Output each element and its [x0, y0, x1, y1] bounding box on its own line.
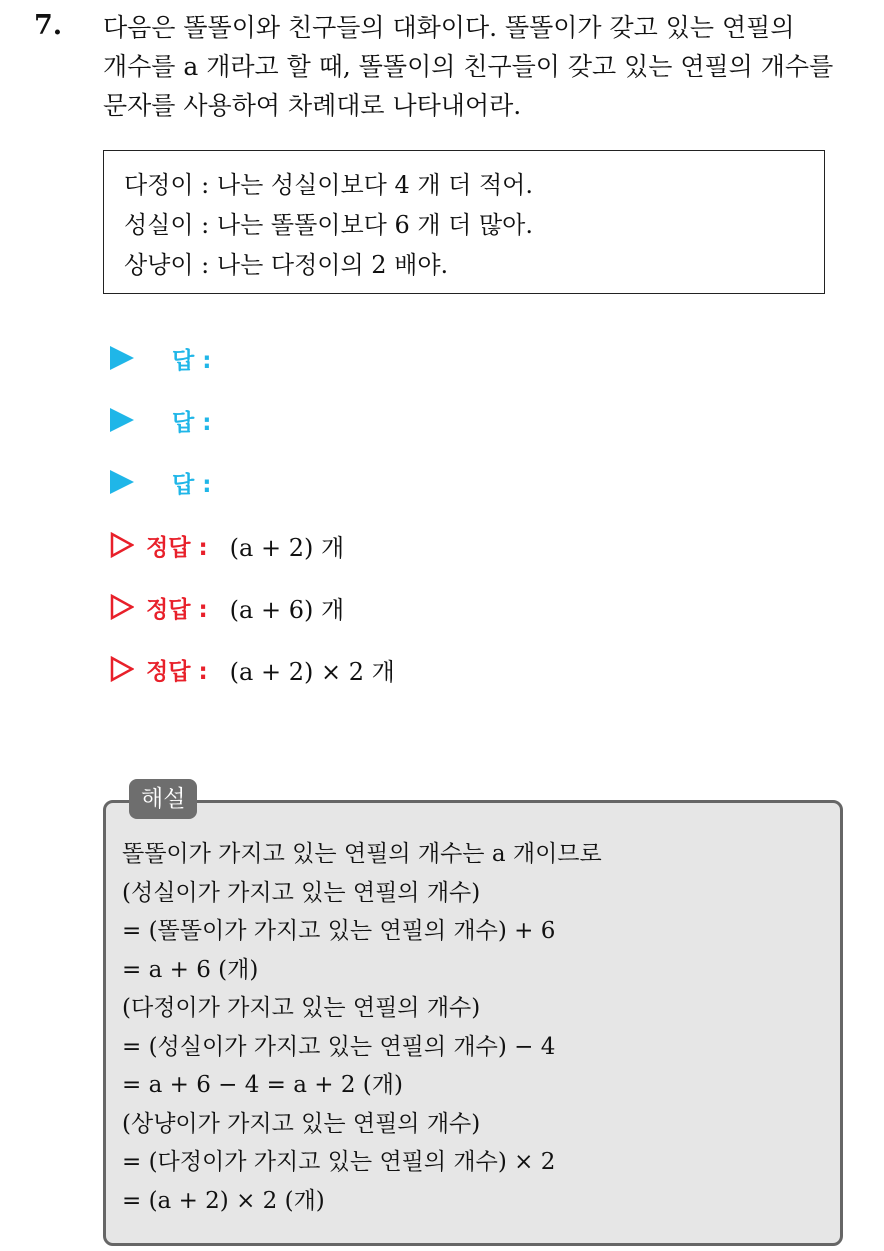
- outline-triangle-icon: [110, 656, 134, 682]
- correct-answer-label: 정답 :: [146, 596, 208, 623]
- explanation-line: = (a + 2) × 2 (개): [122, 1187, 325, 1214]
- explanation-line: = (똘똘이가 가지고 있는 연필의 개수) + 6: [122, 918, 556, 944]
- explanation-line: (성실이가 가지고 있는 연필의 개수): [122, 879, 481, 906]
- explanation-tab: 해설: [129, 779, 197, 819]
- explanation-content: [122, 835, 822, 1220]
- correct-answer-label: 정답 :: [146, 658, 208, 685]
- triangle-bullet-icon: [110, 470, 134, 494]
- explanation-line: = a + 6 − 4 = a + 2 (개): [122, 1072, 403, 1098]
- dialog-line-dajeong: 다정이 : 나는 성실이보다 4 개 더 적어.: [124, 171, 533, 199]
- question-text: 다음은 똘똘이와 친구들의 대화이다. 똘똘이가 갖고 있는 연필의 개수를 a 개라고 할 때, 똘똘이의 친구들이 갖고 있는 연필의 개수를 문자를 사용하여 차례대로 나타내어라.: [103, 13, 834, 120]
- correct-answer-value: (a + 2) × 2 개: [229, 657, 395, 686]
- answer-row-1[interactable]: [110, 338, 211, 378]
- answer-row-2[interactable]: [110, 400, 211, 440]
- answer-row-3[interactable]: [110, 462, 211, 502]
- explanation-line: (다정이가 가지고 있는 연필의 개수): [122, 995, 481, 1021]
- correct-answer-row-2: [110, 587, 344, 627]
- question-number: 7.: [34, 10, 63, 41]
- correct-answer-row-1: [110, 525, 344, 565]
- answer-label: 답 :: [172, 347, 212, 374]
- correct-answer-row-3: [110, 649, 395, 689]
- correct-answer-value: (a + 6) 개: [229, 595, 345, 624]
- answer-label: 답 :: [172, 409, 212, 436]
- explanation-line: (상냥이가 가지고 있는 연필의 개수): [122, 1110, 481, 1137]
- correct-answer-label: 정답 :: [146, 534, 208, 561]
- explanation-line: = (성실이가 가지고 있는 연필의 개수) − 4: [122, 1033, 556, 1060]
- triangle-bullet-icon: [110, 346, 134, 370]
- correct-answer-value: (a + 2) 개: [229, 533, 345, 562]
- explanation-line: = (다정이가 가지고 있는 연필의 개수) × 2: [122, 1149, 556, 1175]
- outline-triangle-icon: [110, 594, 134, 620]
- explanation-line: 똘똘이가 가지고 있는 연필의 개수는 a 개이므로: [122, 841, 602, 867]
- outline-triangle-icon: [110, 532, 134, 558]
- dialog-box: [103, 150, 825, 294]
- triangle-bullet-icon: [110, 408, 134, 432]
- dialog-line-sangnyang: 상냥이 : 나는 다정이의 2 배야.: [124, 251, 449, 279]
- answer-label: 답 :: [172, 471, 212, 498]
- dialog-line-seongsil: 성실이 : 나는 똘똘이보다 6 개 더 많아.: [124, 211, 533, 239]
- explanation-line: = a + 6 (개): [122, 956, 259, 983]
